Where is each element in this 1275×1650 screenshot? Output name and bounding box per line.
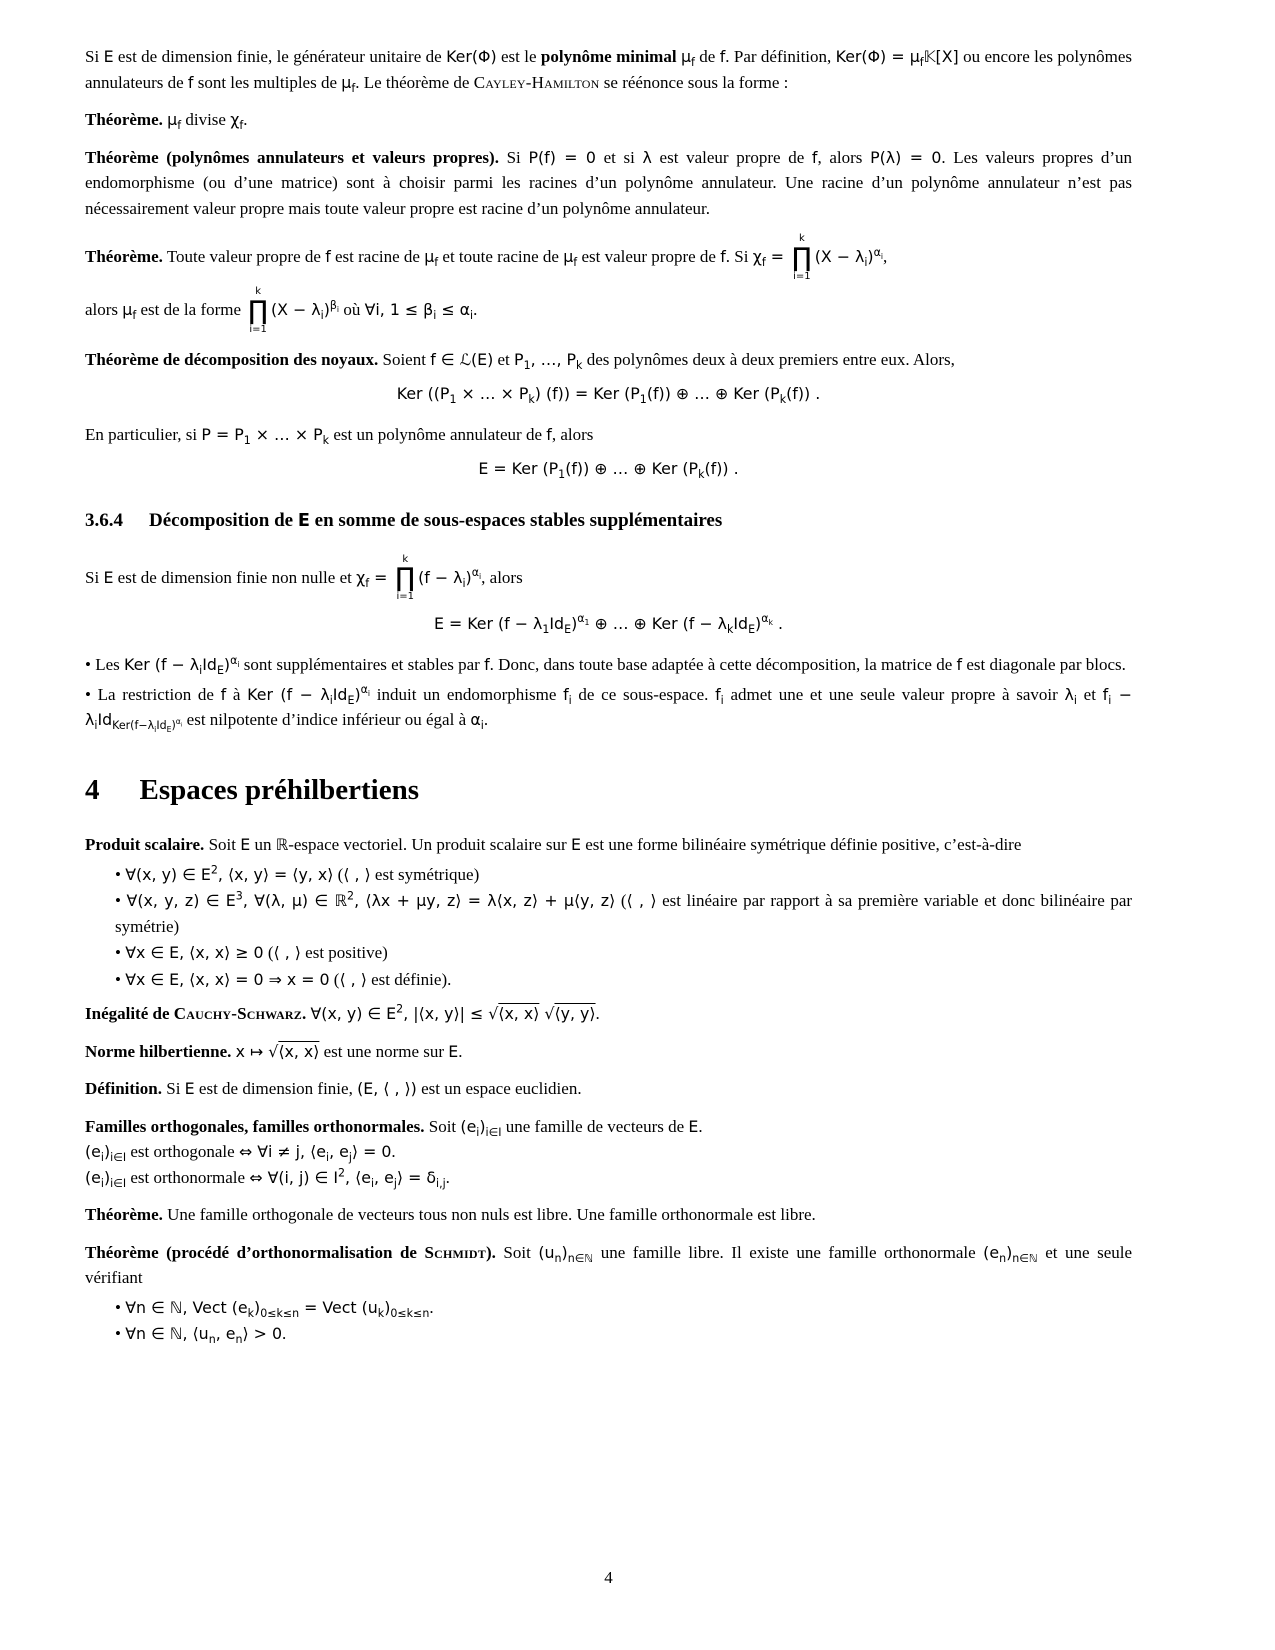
paragraph-in-particular: En particulier, si $P = P_1$ × … × $P_k$ est un polynôme annulateur de f, alors bbox=[85, 425, 594, 448]
subsection-heading-364 bbox=[85, 507, 1132, 536]
theorem-orthogonal-free: Théorème. Une famille orthogonale de vecteurs tous non nuls est libre. Une famille orthonormale est libre. bbox=[85, 1205, 816, 1224]
theorem-mu-divides-chi: Théorème. $\mu_f$ divise $\chi_f$. bbox=[85, 110, 248, 133]
list-item-symmetric: • ∀(x, y) ∈ $E^2$, ⟨x, y⟩ = ⟨y, x⟩ (⟨ , ⟩ est symétrique) bbox=[115, 863, 480, 884]
theorem-annihilating-polynomials: Théorème (polynômes annulateurs et valeurs propres). Si P(f) = 0 et si λ est valeur propre de f, alors P(λ) = 0. Les valeurs propres d’un endomorphisme (ou d’une matrice) sont à choisir parmi les racines d’un polynôme annulateur. Une racine d’un polynôme annulateur n’est pas nécessairement valeur propre mais toute valeur propre est racine d’un polynôme annulateur. bbox=[85, 147, 1133, 218]
list-item-vect-equality: • ∀n ∈ ℕ, Vect $(e_k)_{0\le k\le n}$ = Vect $(u_k)_{0\le k\le n}$. bbox=[115, 1297, 434, 1320]
list-item-bilinear: • ∀(x, y, z) ∈ $E^3$, ∀(λ, μ) ∈ ℝ$^2$, ⟨λx + μy, z⟩ = λ⟨x, z⟩ + μ⟨y, z⟩ (⟨ , ⟩ est linéaire par rapport à sa première variable et donc bilinéaire par symétrie) bbox=[115, 889, 1133, 936]
bullet-restriction-nilpotent: • La restriction de f à Ker $(f - \lambda_iId_E)^{\alpha_i}$ induit un endomorphisme $f_i$ de ce sous-espace. $f_i$ admet une et une seule valeur propre à savoir $\lambda_i$ et $f_i - \lambda_iId_{Ker(f-\lambda_iId_E)^{\alpha_i}}$ est nilpotente d’indice inférieur ou égal à $\alpha_i$. bbox=[85, 683, 1132, 735]
equation-stable-subspaces: E = Ker $(f - \lambda_1Id_E)^{\alpha_1}$ ⊕ … ⊕ Ker $(f - \lambda_kId_E)^{\alpha_k}$ . bbox=[433, 612, 784, 636]
list-item-positive-product: • ∀n ∈ ℕ, $⟨u_n$, $e_n⟩ > 0$. bbox=[115, 1324, 287, 1347]
section-heading-prehilbertian bbox=[85, 769, 1132, 813]
paragraph-chi-factorisation: Si E est de dimension finie non nulle et $\chi_f$ = k ∏ i=1 $(f - \lambda_i)^{\alpha_i}$, alors bbox=[85, 553, 523, 602]
subsection-number: 3.6.4 bbox=[85, 510, 123, 531]
equation-space-decomposition: E = Ker $(P_1(f))$ ⊕ … ⊕ Ker $(P_k(f))$ . bbox=[478, 458, 739, 481]
scalar-product-properties-list bbox=[115, 862, 1132, 994]
bullet-kernels-supplementary: • Les Ker $(f - \lambda_iId_E)^{\alpha_i}$ sont supplémentaires et stables par f. Donc, dans toute base adaptée à cette décomposition, la matrice de f est diagonale par blocs. bbox=[85, 653, 1126, 678]
section-number: 4 bbox=[85, 773, 100, 806]
equation-kernel-decomposition: Ker (($P_1$ × … × $P_k$) (f)) = Ker $(P_1(f))$ ⊕ … ⊕ Ker $(P_k(f))$ . bbox=[396, 383, 821, 406]
section-title: Espaces préhilbertiens bbox=[139, 773, 420, 806]
paragraph-hilbert-norm: Norme hilbertienne. x ↦ √⟨x, x⟩ est une norme sur E. bbox=[85, 1041, 463, 1061]
paragraph-euclidean-definition: Définition. Si E est de dimension finie, (E, ⟨ , ⟩) est un espace euclidien. bbox=[85, 1079, 582, 1098]
page-number: 4 bbox=[604, 1567, 613, 1587]
theorem-schmidt: Théorème (procédé d’orthonormalisation de Schmidt). Soit $(u_n)_{n\in ℕ}$ une famille libre. Il existe une famille orthonormale $(e_n)_{n\in ℕ}$ et une seule vérifiant bbox=[85, 1242, 1133, 1287]
paragraph-orthogonal-families: Familles orthogonales, familles orthonormales. Soit $(e_i)_{i\in I}$ une famille de vecteurs de E. $(e_i)_{i\in I}$ est orthogonale ⇔ ∀i ≠ j, $⟨e_i$, $e_j⟩ = 0$. $(e_i)_{i\in I}$ est orthonormale ⇔ ∀(i, j) ∈ $I^2$, $⟨e_i$, $e_j⟩ = \delta_{i,j}$. bbox=[85, 1116, 703, 1190]
paragraph-mu-form: alors $\mu_f$ est de la forme k ∏ i=1 $(X - \lambda_i)^{\beta_i}$ où ∀i, $1 \le \beta_i \le \alpha_i$. bbox=[85, 286, 478, 335]
paragraph-scalar-product: Produit scalaire. Soit E un ℝ-espace vectoriel. Un produit scalaire sur E est une forme bilinéaire symétrique définie positive, c’est-à-dire bbox=[85, 835, 1022, 854]
list-item-definite: • ∀x ∈ E, ⟨x, x⟩ = 0 ⇒ x = 0 (⟨ , ⟩ est définie). bbox=[115, 969, 452, 989]
theorem-eigenvalues-roots: Théorème. Toute valeur propre de f est racine de $\mu_f$ et toute racine de $\mu_f$ est valeur propre de f. Si $\chi_f$ = k ∏ i=1 $(X - \lambda_i)^{\alpha_i}$, bbox=[85, 233, 888, 282]
paragraph-minimal-polynomial: Si E est de dimension finie, le générateur unitaire de Ker(Φ) est le polynôme minimal $\mu_f$ de f. Par définition, $Ker(\Phi) = \mu_f𝕂[X]$ ou encore les polynômes annulateurs de f sont les multiples de $\mu_f$. Le théorème de Cayley-Hamilton se réénonce sous la forme : bbox=[85, 47, 1132, 95]
schmidt-properties-list bbox=[115, 1295, 1132, 1348]
theorem-kernel-decomposition: Théorème de décomposition des noyaux. Soient f ∈ ℒ(E) et $P_1$, …, $P_k$ des polynômes deux à deux premiers entre eux. Alors, bbox=[85, 350, 955, 373]
list-item-positive: • ∀x ∈ E, ⟨x, x⟩ ≥ 0 (⟨ , ⟩ est positive) bbox=[115, 943, 388, 962]
page-footer bbox=[85, 1565, 1132, 1591]
paragraph-cauchy-schwarz: Inégalité de Cauchy-Schwarz. ∀(x, y) ∈ $E^2$, |⟨x, y⟩| ≤ √⟨x, x⟩ √⟨y, y⟩. bbox=[85, 1002, 600, 1023]
subsection-title: Décomposition de E en somme de sous-espaces stables supplémentaires bbox=[149, 510, 723, 531]
